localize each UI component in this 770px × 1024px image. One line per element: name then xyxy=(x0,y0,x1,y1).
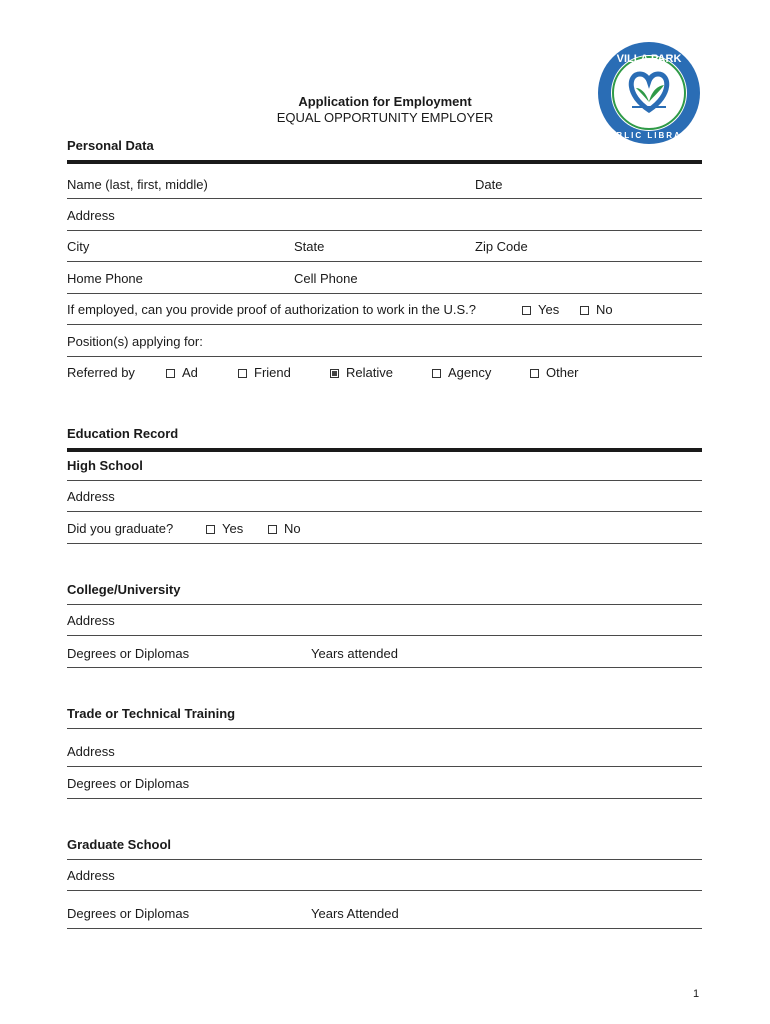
referred-option-agency[interactable] xyxy=(432,365,491,380)
address-field-line[interactable] xyxy=(67,230,702,231)
form-title: Application for Employment xyxy=(298,94,472,109)
zip-label: Zip Code xyxy=(475,239,528,254)
graduate-school-line[interactable] xyxy=(67,859,702,860)
graduate-degrees-label: Degrees or Diplomas xyxy=(67,906,190,921)
graduate-line xyxy=(67,543,702,544)
referred-option-label: Agency xyxy=(448,365,492,380)
college-years-label: Years attended xyxy=(311,646,398,661)
city-field-line[interactable] xyxy=(67,261,702,262)
personal-data-heading: Personal Data xyxy=(67,138,154,153)
graduate-degrees-line[interactable] xyxy=(67,928,702,929)
checkbox-icon[interactable] xyxy=(580,306,589,315)
auth-no-option[interactable] xyxy=(580,302,613,317)
referred-option-label: Relative xyxy=(346,365,393,380)
checkbox-icon[interactable] xyxy=(268,525,277,534)
graduate-yes-label: Yes xyxy=(222,521,244,536)
checkbox-icon[interactable] xyxy=(238,369,247,378)
referred-option-label: Other xyxy=(546,365,579,380)
graduate-question: Did you graduate? xyxy=(67,521,174,536)
hs-address-line[interactable] xyxy=(67,511,702,512)
checkbox-icon[interactable] xyxy=(206,525,215,534)
referred-option-label: Friend xyxy=(254,365,291,380)
graduate-address-line[interactable] xyxy=(67,890,702,891)
graduate-no-label: No xyxy=(284,521,301,536)
city-label: City xyxy=(67,239,90,254)
page-number: 1 xyxy=(693,988,700,1000)
form-subtitle: EQUAL OPPORTUNITY EMPLOYER xyxy=(276,110,494,125)
hs-address-label: Address xyxy=(67,489,115,504)
college-line[interactable] xyxy=(67,604,702,605)
college-heading: College/University xyxy=(67,582,181,597)
graduate-address-label: Address xyxy=(67,868,115,883)
state-label: State xyxy=(294,239,325,254)
referred-option-friend[interactable] xyxy=(238,365,291,380)
date-label: Date xyxy=(475,177,503,192)
trade-heading: Trade or Technical Training xyxy=(67,706,236,721)
authorization-question: If employed, can you provide proof of authorization to work in the U.S.? xyxy=(67,302,477,317)
positions-label: Position(s) applying for: xyxy=(67,334,203,349)
trade-address-label: Address xyxy=(67,744,115,759)
name-label: Name (last, first, middle) xyxy=(67,177,208,192)
graduate-no-option[interactable] xyxy=(268,521,301,536)
graduate-yes-option[interactable] xyxy=(206,521,243,536)
checkbox-icon[interactable] xyxy=(432,369,441,378)
trade-degrees-label: Degrees or Diplomas xyxy=(67,776,190,791)
college-address-line[interactable] xyxy=(67,635,702,636)
referred-option-label: Ad xyxy=(182,365,198,380)
trade-degrees-line[interactable] xyxy=(67,798,702,799)
referred-option-other[interactable] xyxy=(530,365,579,380)
library-logo xyxy=(596,40,702,146)
section-divider xyxy=(67,448,702,452)
referred-by-label: Referred by xyxy=(67,365,135,380)
phone-field-line[interactable] xyxy=(67,293,702,294)
authorization-line xyxy=(67,324,702,325)
trade-address-line[interactable] xyxy=(67,766,702,767)
section-divider xyxy=(67,160,702,164)
checkbox-icon[interactable] xyxy=(522,306,531,315)
checkbox-checked-icon[interactable] xyxy=(330,369,339,378)
positions-field-line[interactable] xyxy=(67,356,702,357)
checkbox-icon[interactable] xyxy=(166,369,175,378)
education-heading: Education Record xyxy=(67,426,179,441)
logo-text-top: VILLA PARK xyxy=(616,53,682,65)
trade-line[interactable] xyxy=(67,728,702,729)
cell-phone-label: Cell Phone xyxy=(294,271,358,286)
graduate-years-label: Years Attended xyxy=(311,906,399,921)
auth-no-label: No xyxy=(596,302,613,317)
high-school-line[interactable] xyxy=(67,480,702,481)
checkbox-icon[interactable] xyxy=(530,369,539,378)
referred-option-ad[interactable] xyxy=(166,365,198,380)
auth-yes-label: Yes xyxy=(538,302,560,317)
college-degrees-line[interactable] xyxy=(67,667,702,668)
college-degrees-label: Degrees or Diplomas xyxy=(67,646,190,661)
logo-text-bottom: PUBLIC LIBRARY xyxy=(601,131,697,140)
high-school-heading: High School xyxy=(67,458,143,473)
referred-option-relative[interactable] xyxy=(330,365,393,380)
address-label: Address xyxy=(67,208,115,223)
auth-yes-option[interactable] xyxy=(522,302,559,317)
home-phone-label: Home Phone xyxy=(67,271,143,286)
college-address-label: Address xyxy=(67,613,115,628)
name-field-line[interactable] xyxy=(67,198,702,199)
graduate-school-heading: Graduate School xyxy=(67,837,172,852)
